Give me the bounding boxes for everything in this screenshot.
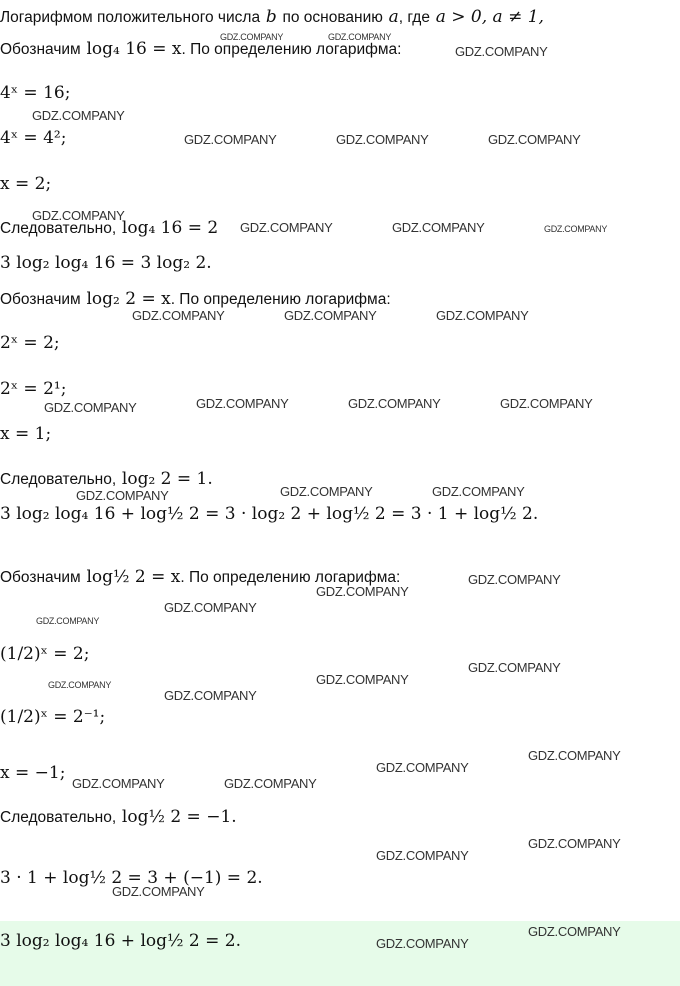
watermark: GDZ.COMPANY xyxy=(184,132,277,147)
expression-1: 3 log₂ log₄ 16 = 3 log₂ 2. xyxy=(0,253,212,273)
watermark: GDZ.COMPANY xyxy=(528,836,621,851)
watermark: GDZ.COMPANY xyxy=(72,776,165,791)
watermark: GDZ.COMPANY xyxy=(468,660,561,675)
equation-5: 2ˣ = 2¹; xyxy=(0,379,67,399)
watermark: GDZ.COMPANY xyxy=(455,44,548,59)
watermark: GDZ.COMPANY xyxy=(36,616,100,626)
equation-8: (1/2)ˣ = 2⁻¹; xyxy=(0,707,106,727)
watermark: GDZ.COMPANY xyxy=(32,108,125,123)
conclusion-line-2: Следовательно, log₂ 2 = 1. xyxy=(0,469,213,489)
watermark: GDZ.COMPANY xyxy=(436,308,529,323)
watermark: GDZ.COMPANY xyxy=(32,208,125,223)
watermark: GDZ.COMPANY xyxy=(240,220,333,235)
watermark: GDZ.COMPANY xyxy=(348,396,441,411)
conclusion-line-1: Следовательно, log₄ 16 = 2 xyxy=(0,218,219,238)
notation-line-2: Обозначим log₂ 2 = x. По определению логарифма: xyxy=(0,289,391,309)
watermark: GDZ.COMPANY xyxy=(44,400,137,415)
watermark: GDZ.COMPANY xyxy=(376,760,469,775)
watermark: GDZ.COMPANY xyxy=(164,600,257,615)
conclusion-line-3: Следовательно, log½ 2 = −1. xyxy=(0,807,237,827)
watermark: GDZ.COMPANY xyxy=(48,680,112,690)
notation-line-3: Обозначим log½ 2 = x. По определению логарифма: xyxy=(0,567,401,587)
expression-3: 3 · 1 + log½ 2 = 3 + (−1) = 2. xyxy=(0,868,263,888)
watermark: GDZ.COMPANY xyxy=(112,884,205,899)
equation-6: x = 1; xyxy=(0,424,52,444)
watermark: GDZ.COMPANY xyxy=(316,672,409,687)
watermark: GDZ.COMPANY xyxy=(376,848,469,863)
watermark: GDZ.COMPANY xyxy=(316,584,409,599)
watermark: GDZ.COMPANY xyxy=(336,132,429,147)
watermark: GDZ.COMPANY xyxy=(544,224,608,234)
watermark: GDZ.COMPANY xyxy=(284,308,377,323)
watermark: GDZ.COMPANY xyxy=(196,396,289,411)
definition-line: Логарифмом положительного числа b по основанию a, где a > 0, a ≠ 1, xyxy=(0,7,544,27)
watermark: GDZ.COMPANY xyxy=(528,748,621,763)
watermark: GDZ.COMPANY xyxy=(468,572,561,587)
notation-line-1: Обозначим log₄ 16 = x. По определению логарифма: xyxy=(0,39,402,59)
equation-7: (1/2)ˣ = 2; xyxy=(0,644,90,664)
equation-1: 4ˣ = 16; xyxy=(0,83,71,103)
watermark: GDZ.COMPANY xyxy=(164,688,257,703)
watermark: GDZ.COMPANY xyxy=(528,924,621,939)
watermark: GDZ.COMPANY xyxy=(220,32,284,42)
watermark: GDZ.COMPANY xyxy=(328,32,392,42)
watermark: GDZ.COMPANY xyxy=(432,484,525,499)
watermark: GDZ.COMPANY xyxy=(488,132,581,147)
watermark: GDZ.COMPANY xyxy=(280,484,373,499)
watermark: GDZ.COMPANY xyxy=(132,308,225,323)
final-answer: 3 log₂ log₄ 16 + log½ 2 = 2. xyxy=(0,931,241,951)
watermark: GDZ.COMPANY xyxy=(392,220,485,235)
watermark: GDZ.COMPANY xyxy=(76,488,169,503)
equation-3: x = 2; xyxy=(0,174,52,194)
watermark: GDZ.COMPANY xyxy=(500,396,593,411)
expression-2: 3 log₂ log₄ 16 + log½ 2 = 3 · log₂ 2 + log½ 2 = 3 · 1 + log½ 2. xyxy=(0,504,539,524)
equation-9: x = −1; xyxy=(0,763,66,783)
watermark: GDZ.COMPANY xyxy=(224,776,317,791)
equation-4: 2ˣ = 2; xyxy=(0,333,60,353)
watermark: GDZ.COMPANY xyxy=(376,936,469,951)
equation-2: 4ˣ = 4²; xyxy=(0,128,67,148)
